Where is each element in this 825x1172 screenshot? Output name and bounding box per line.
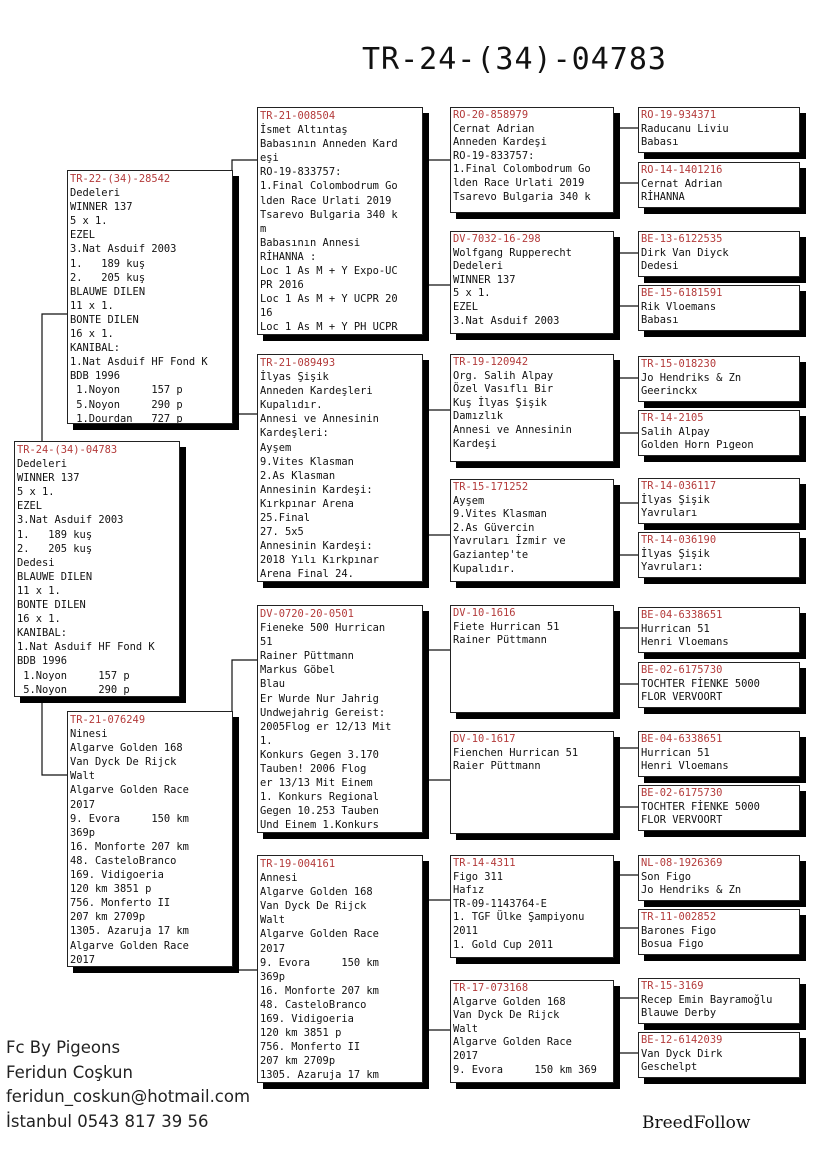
pigeon-info-line: 3.Nat Asduif 2003 xyxy=(453,314,560,327)
pigeon-info-line: İsmet Altıntaş xyxy=(260,124,348,137)
pigeon-info-line: Rik Vloemans xyxy=(641,300,717,313)
ring-number: TR-21-008504 xyxy=(260,110,336,122)
pigeon-info-line: 2. 205 kuş xyxy=(17,542,93,555)
pigeon-info-line: Anneden Kardeşleri xyxy=(260,385,373,398)
pigeon-info-line: Cernat Adrian xyxy=(641,177,723,190)
pigeon-info-line: Rainer Püttmann xyxy=(260,650,354,663)
pigeon-info-line: EZEL xyxy=(17,500,43,513)
pigeon-info-line: İlyas Şişik xyxy=(260,371,329,384)
pigeon-info-line: 1. 189 kuş xyxy=(70,257,146,270)
pigeon-card-ssd xyxy=(450,231,614,334)
pigeon-info-line: 1. 189 kuş xyxy=(17,528,93,541)
pigeon-info-line: 756. Monferto II xyxy=(260,1041,361,1054)
pigeon-card-ss xyxy=(257,107,423,335)
pigeon-info-line: Org. Salih Alpay xyxy=(453,369,554,382)
pigeon-info-line: 1. TGF Ülke Şampiyonu xyxy=(453,911,585,924)
pigeon-info-line: Walt xyxy=(70,770,96,783)
pigeon-info-line: Raducanu Liviu xyxy=(641,122,729,135)
pigeon-info-line: Loc 1 As M + Y UCPR 20 xyxy=(260,293,398,306)
pigeon-info-line: Henri Vloemans xyxy=(641,760,729,773)
pigeon-info-line: BONTE DILEN xyxy=(70,313,139,326)
pigeon-info-line: Ayşem xyxy=(260,441,292,454)
pigeon-info-line: 3.Nat Asduif 2003 xyxy=(70,243,177,256)
pigeon-info-line: Kupalıdır. xyxy=(260,399,323,412)
ring-number: TR-14-036117 xyxy=(641,480,717,492)
pigeon-info-line: TOCHTER FİENKE 5000 xyxy=(641,800,760,813)
pigeon-info-line: 2017 xyxy=(260,942,286,955)
pigeon-info-line: 2011 xyxy=(453,924,479,937)
pigeon-info-line: Kardeşi xyxy=(453,437,497,450)
pigeon-info-line: 169. Vidigoeria xyxy=(70,869,164,882)
pigeon-info-line: 5 x 1. xyxy=(70,215,108,228)
ring-number: TR-21-076249 xyxy=(70,714,146,726)
pigeon-info-line: Ayşem xyxy=(453,494,485,507)
pigeon-info-line: 11 x 1. xyxy=(17,584,61,597)
pigeon-info-line: Babası xyxy=(641,314,679,327)
connector-gen4 xyxy=(617,128,639,1053)
pigeon-info-line: 25.Final xyxy=(260,512,311,525)
pigeon-info-line: 2.As Klasman xyxy=(260,469,336,482)
pigeon-card-dam xyxy=(67,711,233,967)
pigeon-info-line: Gegen 10.253 Tauben xyxy=(260,805,379,818)
pigeon-info-line: Tsarevo Bulgaria 340 k xyxy=(453,190,591,203)
pigeon-info-line: Van Dyck Dirk xyxy=(641,1047,723,1060)
pedigree-title: TR-24-(34)-04783 xyxy=(362,42,667,77)
pigeon-info-line: Cernat Adrian xyxy=(453,122,535,135)
pigeon-info-line: Dirk Van Diyck xyxy=(641,246,729,259)
pigeon-info-line: Henri Vloemans xyxy=(641,636,729,649)
pigeon-info-line: Algarve Golden 168 xyxy=(70,742,183,755)
pigeon-info-line: Kardeşleri: xyxy=(260,427,329,440)
pigeon-info-line: 756. Monferto II xyxy=(70,897,171,910)
ring-number: TR-14-2105 xyxy=(641,412,704,424)
pigeon-info-line: EZEL xyxy=(70,229,96,242)
pigeon-info-line: Loc 1 As M + Y PH UCPR xyxy=(260,321,398,334)
pigeon-info-line: Gaziantep'te xyxy=(453,548,529,561)
pigeon-info-line: Markus Göbel xyxy=(260,664,336,677)
pigeon-card-g4 xyxy=(638,285,800,331)
pigeon-info-line: İlyas Şişik xyxy=(641,493,710,506)
pigeon-card-subject xyxy=(14,441,180,697)
pigeon-info-line: Figo 311 xyxy=(453,870,504,883)
pigeon-info-line: Annesinin Kardeşi: xyxy=(260,483,373,496)
pigeon-info-line: Van Dyck De Rijck xyxy=(70,756,177,769)
pigeon-info-line: Bosua Figo xyxy=(641,938,704,951)
pigeon-info-line: 1305. Azaruja 17 km xyxy=(260,1069,379,1082)
pigeon-card-ddd xyxy=(450,980,614,1083)
pigeon-info-line: WINNER 137 xyxy=(17,472,80,485)
pigeon-info-line: Babası xyxy=(641,136,679,149)
pigeon-card-g10 xyxy=(638,662,800,708)
pigeon-info-line: TOCHTER FİENKE 5000 xyxy=(641,677,760,690)
connector-gen3 xyxy=(428,160,451,1030)
pigeon-info-line: 16 xyxy=(260,307,273,320)
pigeon-info-line: Raier Püttmann xyxy=(453,760,541,773)
ring-number: TR-17-073168 xyxy=(453,982,529,994)
ring-number: TR-21-089493 xyxy=(260,357,336,369)
pigeon-info-line: 5.Noyon 290 p xyxy=(70,398,183,411)
pigeon-info-line: Rainer Püttmann xyxy=(453,634,547,647)
ring-number: TR-14-4311 xyxy=(453,857,516,869)
pigeon-info-line: 369p xyxy=(70,826,96,839)
pigeon-info-line: 1. xyxy=(260,734,273,747)
pigeon-info-line: 9.Vites Klasman xyxy=(260,455,354,468)
pigeon-info-line: Barones Figo xyxy=(641,924,717,937)
pigeon-info-line: Dedesi xyxy=(641,260,679,273)
pigeon-info-line: Recep Emin Bayramoğlu xyxy=(641,993,773,1006)
ring-number: DV-0720-20-0501 xyxy=(260,608,354,620)
pigeon-info-line: FLOR VERVOORT xyxy=(641,814,723,827)
pigeon-info-line: EZEL xyxy=(453,300,479,313)
pigeon-card-g7 xyxy=(638,478,800,524)
pigeon-card-g5 xyxy=(638,356,800,402)
pigeon-info-line: 9. Evora 150 km 369 xyxy=(453,1063,597,1076)
pigeon-info-line: FLOR VERVOORT xyxy=(641,691,723,704)
pigeon-info-line: Algarve Golden Race xyxy=(453,1036,572,1049)
pigeon-card-g6 xyxy=(638,410,800,456)
pigeon-card-sd xyxy=(257,354,423,582)
pigeon-card-g16 xyxy=(638,1032,800,1078)
pigeon-info-line: 5.Noyon 290 p xyxy=(17,683,130,696)
pigeon-info-line: Hurrican 51 xyxy=(641,622,710,635)
pigeon-info-line: Salih Alpay xyxy=(641,425,710,438)
connector-gen2-sire xyxy=(232,160,258,414)
pigeon-info-line: TR-09-1143764-E xyxy=(453,897,547,910)
pigeon-card-sdd xyxy=(450,479,614,582)
pigeon-info-line: RİHANNA xyxy=(641,191,685,204)
ring-number: TR-15-171252 xyxy=(453,481,529,493)
ring-number: TR-19-004161 xyxy=(260,858,336,870)
pigeon-info-line: Annesi ve Annesinin xyxy=(453,423,572,436)
pigeon-info-line: RİHANNA : xyxy=(260,250,317,263)
pigeon-info-line: 1.Noyon 157 p xyxy=(70,384,183,397)
breeder-phone: İstanbul 0543 817 39 56 xyxy=(6,1111,209,1131)
ring-number: RO-14-1401216 xyxy=(641,164,723,176)
pigeon-info-line: lden Race Urlati 2019 xyxy=(260,194,392,207)
pigeon-info-line: 1.Dourdan 727 p xyxy=(70,412,183,424)
pigeon-info-line: 1. Konkurs Regional xyxy=(260,791,379,804)
pigeon-info-line: Yavruları xyxy=(641,507,698,520)
ring-number: TR-24-(34)-04783 xyxy=(17,444,118,456)
pigeon-card-g11 xyxy=(638,731,800,777)
ring-number: BE-12-6142039 xyxy=(641,1034,723,1046)
ring-number: BE-02-6175730 xyxy=(641,664,723,676)
pigeon-info-line: 1.Final Colombodrum Go xyxy=(453,163,591,176)
pigeon-card-dd xyxy=(257,855,423,1083)
breeder-email: feridun_coskun@hotmail.com xyxy=(6,1087,251,1107)
pigeon-card-g13 xyxy=(638,855,800,901)
pigeon-info-line: Van Dyck De Rijck xyxy=(260,900,367,913)
pigeon-info-line: 169. Vidigoeria xyxy=(260,1013,354,1026)
pigeon-info-line: Fienchen Hurrican 51 xyxy=(453,746,579,759)
pigeon-info-line: WINNER 137 xyxy=(70,201,133,214)
pigeon-info-line: Blauwe Derby xyxy=(641,1007,717,1020)
pigeon-info-line: 2017 xyxy=(70,953,96,966)
pigeon-info-line: Algarve Golden 168 xyxy=(260,886,373,899)
ring-number: BE-04-6338651 xyxy=(641,609,723,621)
pigeon-info-line: lden Race Urlati 2019 xyxy=(453,176,585,189)
pigeon-info-line: 2. 205 kuş xyxy=(70,271,146,284)
ring-number: BE-02-6175730 xyxy=(641,787,723,799)
pigeon-info-line: KANIBAL: xyxy=(70,342,121,355)
pigeon-info-line: 9.Vites Klasman xyxy=(453,508,547,521)
pigeon-info-line: er 13/13 Mit Einem xyxy=(260,777,373,790)
pigeon-info-line: Blau xyxy=(260,678,286,691)
pigeon-card-g12 xyxy=(638,785,800,831)
pigeon-info-line: 11 x 1. xyxy=(70,299,114,312)
pigeon-info-line: Algarve Golden Race xyxy=(70,939,189,952)
pigeon-info-line: BONTE DILEN xyxy=(17,599,86,612)
pigeon-card-sire xyxy=(67,170,233,424)
pigeon-info-line: Van Dyck De Rijck xyxy=(453,1009,560,1022)
pigeon-info-line: eşi xyxy=(260,152,279,165)
pigeon-info-line: Dedesi xyxy=(17,556,55,569)
ring-number: TR-15-018230 xyxy=(641,358,717,370)
pigeon-info-line: 1.Noyon 157 p xyxy=(17,669,130,682)
pigeon-info-line: Anneden Kardeşi xyxy=(453,136,547,149)
pigeon-info-line: Hafız xyxy=(453,884,485,897)
pigeon-info-line: Yavruları: xyxy=(641,561,704,574)
pigeon-info-line: 2017 xyxy=(453,1049,479,1062)
ring-number: BE-13-6122535 xyxy=(641,233,723,245)
pigeon-card-dds xyxy=(450,855,614,958)
breeder-contact xyxy=(6,1036,250,1134)
pigeon-info-line: BDB 1996 xyxy=(17,655,68,668)
pigeon-info-line: Dedeleri xyxy=(17,458,68,471)
pigeon-info-line: Tsarevo Bulgaria 340 k xyxy=(260,208,398,221)
ring-number: TR-14-036190 xyxy=(641,534,717,546)
pigeon-info-line: Walt xyxy=(260,914,286,927)
pigeon-info-line: 1.Final Colombodrum Go xyxy=(260,180,398,193)
pigeon-info-line: Hurrican 51 xyxy=(641,746,710,759)
pigeon-info-line: 1.Nat Asduif HF Fond K xyxy=(17,641,155,654)
pigeon-info-line: Konkurs Gegen 3.170 xyxy=(260,748,379,761)
pigeon-info-line: Kupalıdır. xyxy=(453,562,516,575)
pigeon-info-line: KANIBAL: xyxy=(17,627,68,640)
pigeon-info-line: 48. CasteloBranco xyxy=(260,998,367,1011)
pigeon-info-line: Ninesi xyxy=(70,728,108,741)
connector-gen2-dam xyxy=(232,660,258,970)
pigeon-card-dsd xyxy=(450,731,614,834)
pigeon-info-line: Yavruları İzmir ve xyxy=(453,535,566,548)
pigeon-card-g15 xyxy=(638,978,800,1024)
pigeon-info-line: WINNER 137 xyxy=(453,273,516,286)
ring-number: DV-7032-16-298 xyxy=(453,233,541,245)
pigeon-info-line: Jo Hendriks & Zn xyxy=(641,884,742,897)
pigeon-card-g8 xyxy=(638,532,800,578)
pigeon-info-line: 5 x 1. xyxy=(453,287,491,300)
pigeon-info-line: RO-19-833757: xyxy=(453,149,535,162)
pigeon-info-line: Babasının Annesi xyxy=(260,236,361,249)
pigeon-info-line: 1. Gold Cup 2011 xyxy=(453,938,554,951)
pigeon-info-line: 2.As Güvercin xyxy=(453,521,535,534)
pigeon-info-line: Dedeleri xyxy=(453,260,504,273)
pigeon-info-line: 120 km 3851 p xyxy=(70,883,152,896)
pigeon-info-line: İlyas Şişik xyxy=(641,547,710,560)
pigeon-info-line: 5 x 1. xyxy=(17,486,55,499)
pigeon-card-g14 xyxy=(638,909,800,955)
pigeon-card-ds xyxy=(257,605,423,833)
pigeon-info-line: Annesinin Kardeşi: xyxy=(260,540,373,553)
pigeon-info-line: 2018 Yılı Kırkpınar xyxy=(260,554,379,567)
pigeon-info-line: Özel Vasıflı Bir xyxy=(453,383,554,396)
pigeon-info-line: Geerinckx xyxy=(641,385,698,398)
pigeon-card-dss xyxy=(450,605,614,713)
ring-number: BE-04-6338651 xyxy=(641,733,723,745)
pigeon-info-line: Annesi xyxy=(260,872,298,885)
pigeon-info-line: Dedeleri xyxy=(70,187,121,200)
pigeon-info-line: Und Einem 1.Konkurs xyxy=(260,819,379,832)
brand-logo-text: BreedFollow xyxy=(642,1113,751,1133)
ring-number: NL-08-1926369 xyxy=(641,857,723,869)
ring-number: BE-15-6181591 xyxy=(641,287,723,299)
pigeon-info-line: RO-19-833757: xyxy=(260,166,342,179)
pigeon-info-line: Arena Final 24. xyxy=(260,568,354,581)
pigeon-info-line: PR 2016 xyxy=(260,279,304,292)
ring-number: TR-22-(34)-28542 xyxy=(70,173,171,185)
pigeon-info-line: 9. Evora 150 km xyxy=(260,956,379,969)
pigeon-info-line: BLAUWE DILEN xyxy=(70,285,146,298)
pigeon-info-line: 3.Nat Asduif 2003 xyxy=(17,514,124,527)
pigeon-info-line: 1305. Azaruja 17 km xyxy=(70,925,189,938)
pigeon-card-sds xyxy=(450,354,614,462)
pigeon-info-line: Algarve Golden Race xyxy=(260,928,379,941)
pigeon-info-line: Tauben! 2006 Flog xyxy=(260,763,367,776)
pigeon-info-line: 2017 xyxy=(70,798,96,811)
ring-number: RO-20-858979 xyxy=(453,109,529,121)
pigeon-info-line: 16. Monforte 207 km xyxy=(70,840,189,853)
breeder-name: Fc By Pigeons xyxy=(6,1038,121,1057)
pigeon-info-line: Algarve Golden Race xyxy=(70,784,189,797)
pigeon-info-line: Algarve Golden 168 xyxy=(453,995,566,1008)
pigeon-card-g9 xyxy=(638,607,800,653)
pigeon-info-line: Kuş İlyas Şişik xyxy=(453,396,547,409)
pigeon-info-line: 1.Nat Asduif HF Fond K xyxy=(70,356,208,369)
ring-number: TR-15-3169 xyxy=(641,980,704,992)
pigeon-info-line: 9. Evora 150 km xyxy=(70,812,189,825)
pigeon-info-line: 16. Monforte 207 km xyxy=(260,984,379,997)
pigeon-info-line: Geschelpt xyxy=(641,1061,698,1074)
pigeon-info-line: 27. 5x5 xyxy=(260,526,304,539)
pigeon-info-line: Damızlık xyxy=(453,410,504,423)
pigeon-info-line: Jo Hendriks & Zn xyxy=(641,371,742,384)
pigeon-card-g3 xyxy=(638,231,800,277)
breeder-person: Feridun Coşkun xyxy=(6,1062,133,1082)
pigeon-card-g2 xyxy=(638,162,800,208)
pigeon-info-line: 48. CasteloBranco xyxy=(70,854,177,867)
pigeon-info-line: 207 km 2709p xyxy=(260,1055,336,1068)
pigeon-info-line: Babasının Anneden Kard xyxy=(260,138,398,151)
ring-number: TR-19-120942 xyxy=(453,356,529,368)
pigeon-info-line: 207 km 2709p xyxy=(70,911,146,924)
pigeon-info-line: 16 x 1. xyxy=(70,328,114,341)
pigeon-info-line: m xyxy=(260,222,267,235)
pigeon-info-line: Son Figo xyxy=(641,870,692,883)
pigeon-info-line: BLAUWE DILEN xyxy=(17,570,93,583)
pigeon-info-line: Kırkpınar Arena xyxy=(260,497,354,510)
pigeon-info-line: 2005Flog er 12/13 Mit xyxy=(260,720,392,733)
pigeon-info-line: Golden Horn Pıgeon xyxy=(641,439,754,452)
pigeon-info-line: Fiete Hurrican 51 xyxy=(453,620,560,633)
pigeon-info-line: BDB 1996 xyxy=(70,370,121,383)
ring-number: DV-10-1616 xyxy=(453,607,516,619)
pigeon-info-line: Loc 1 As M + Y Expo-UC xyxy=(260,265,398,278)
pigeon-info-line: Fieneke 500 Hurrican xyxy=(260,622,386,635)
pigeon-card-g1 xyxy=(638,107,800,153)
pigeon-info-line: 120 km 3851 p xyxy=(260,1027,342,1040)
pigeon-info-line: Wolfgang Rupperecht xyxy=(453,246,572,259)
ring-number: TR-11-002852 xyxy=(641,911,717,923)
pigeon-info-line: Er Wurde Nur Jahrig xyxy=(260,692,379,705)
ring-number: DV-10-1617 xyxy=(453,733,516,745)
pigeon-info-line: 369p xyxy=(260,970,286,983)
ring-number: RO-19-934371 xyxy=(641,109,717,121)
pigeon-card-sss xyxy=(450,107,614,213)
pigeon-info-line: Walt xyxy=(453,1022,479,1035)
pigeon-info-line: Undwejahrig Gereist: xyxy=(260,706,386,719)
pigeon-info-line: 16 x 1. xyxy=(17,613,61,626)
pigeon-info-line: Annesi ve Annesinin xyxy=(260,413,379,426)
pigeon-info-line: 51 xyxy=(260,636,273,649)
